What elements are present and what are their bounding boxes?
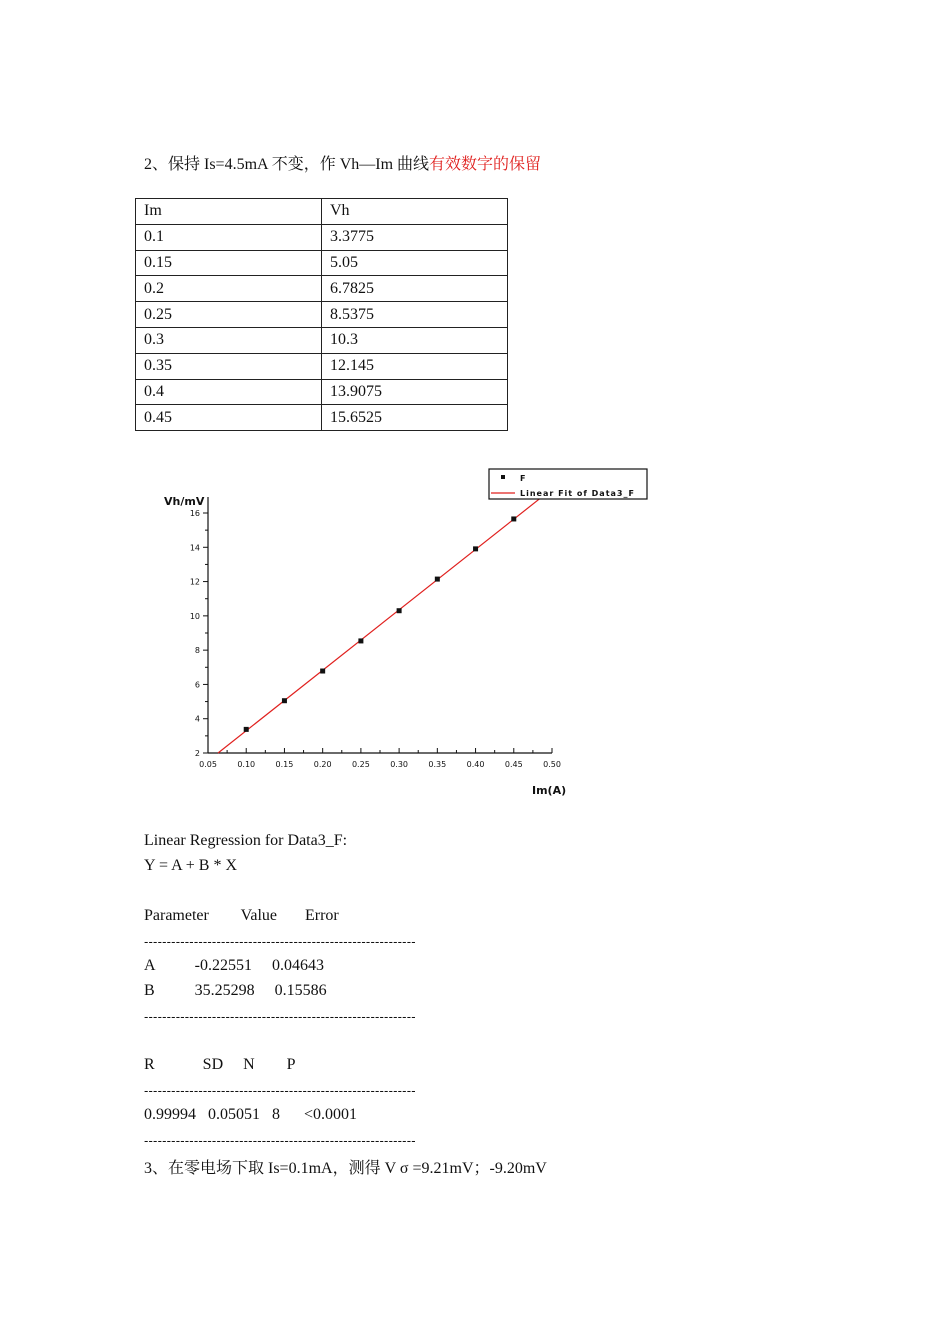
table-cell: 10.3 (322, 327, 508, 353)
vh-im-chart (160, 465, 660, 810)
y-tick-label: 2 (194, 749, 200, 758)
separator-line: ------------------------------------------------------------ (144, 1009, 416, 1024)
column-header: Vh (322, 199, 508, 225)
table-cell: 0.45 (136, 405, 322, 431)
section-heading (144, 151, 541, 174)
x-tick-label: 0.30 (390, 760, 409, 769)
footer-text: 3、在零电场下取 Is=0.1mA，测得 V σ =9.21mV；-9.20mV (144, 1160, 547, 1177)
table-cell: 8.5375 (322, 302, 508, 328)
data-point (397, 608, 402, 613)
x-axis-label: Im(A) (532, 784, 567, 797)
legend-marker-icon (501, 475, 505, 479)
data-point (358, 638, 363, 643)
stats-row: 0.99994 0.05051 8 <0.0001 (144, 1106, 358, 1123)
legend (489, 469, 647, 499)
table-row (136, 379, 508, 405)
data-point (511, 516, 516, 521)
table-row (136, 250, 508, 276)
x-tick-label: 0.35 (428, 760, 447, 769)
table-row (136, 327, 508, 353)
table-cell: 6.7825 (322, 276, 508, 302)
heading-text: 2、保持 Is=4.5mA 不变，作 Vh—Im 曲线 (144, 156, 430, 173)
fit-line (218, 497, 542, 753)
x-tick-label: 0.45 (504, 760, 523, 769)
legend-fit-label: Linear Fit of Data3_F (520, 489, 635, 498)
column-header: Im (136, 199, 322, 225)
parameter-header: Parameter Value Error (144, 907, 339, 924)
table-cell: 0.25 (136, 302, 322, 328)
separator-line: ------------------------------------------------------------ (144, 1083, 416, 1098)
y-tick-label: 4 (194, 714, 200, 724)
x-tick-label: 0.10 (237, 760, 256, 769)
table-cell: 0.4 (136, 379, 322, 405)
legend-series-label: F (520, 474, 526, 483)
fit-line-segment (218, 497, 542, 753)
data-table (135, 198, 508, 431)
table-cell: 3.3775 (322, 224, 508, 250)
separator-line: ------------------------------------------------------------ (144, 1133, 416, 1148)
table-cell: 0.1 (136, 224, 322, 250)
table-row (136, 405, 508, 431)
y-tick-label: 8 (194, 646, 200, 656)
table-row (136, 302, 508, 328)
table-cell: 0.15 (136, 250, 322, 276)
heading-highlight: 有效数字的保留 (429, 156, 542, 173)
y-tick-label: 10 (189, 611, 200, 621)
y-tick-label: 16 (189, 509, 200, 518)
regression-title: Linear Regression for Data3_F: (144, 832, 348, 849)
x-tick-label: 0.05 (199, 760, 217, 769)
table-header-row (136, 199, 508, 225)
y-axis-label: Vh/mV (164, 495, 205, 508)
table-row (136, 276, 508, 302)
x-tick-label: 0.20 (313, 760, 332, 769)
separator-line: ------------------------------------------------------------ (144, 934, 416, 949)
data-point (435, 577, 440, 582)
data-point (320, 669, 325, 674)
data-point (282, 698, 287, 703)
data-point (473, 546, 478, 551)
table-cell: 0.3 (136, 327, 322, 353)
x-tick-label: 0.40 (466, 760, 485, 769)
table-cell: 12.145 (322, 353, 508, 379)
table-cell: 5.05 (322, 250, 508, 276)
parameter-row-b: B 35.25298 0.15586 (144, 982, 327, 999)
x-tick-label: 0.50 (543, 760, 561, 769)
table-cell: 13.9075 (322, 379, 508, 405)
data-points (244, 516, 517, 731)
table-cell: 0.35 (136, 353, 322, 379)
table-cell: 0.2 (136, 276, 322, 302)
table-row (136, 224, 508, 250)
stats-header: R SD N P (144, 1056, 296, 1073)
data-point (244, 727, 249, 732)
x-tick-label: 0.15 (275, 760, 294, 769)
y-tick-label: 12 (189, 577, 200, 587)
y-tick-label: 14 (189, 543, 200, 553)
table-row (136, 353, 508, 379)
table-cell: 15.6525 (322, 405, 508, 431)
y-tick-label: 6 (194, 680, 200, 690)
x-tick-label: 0.25 (351, 760, 370, 769)
regression-equation: Y = A + B * X (144, 857, 238, 874)
parameter-row-a: A -0.22551 0.04643 (144, 957, 324, 974)
